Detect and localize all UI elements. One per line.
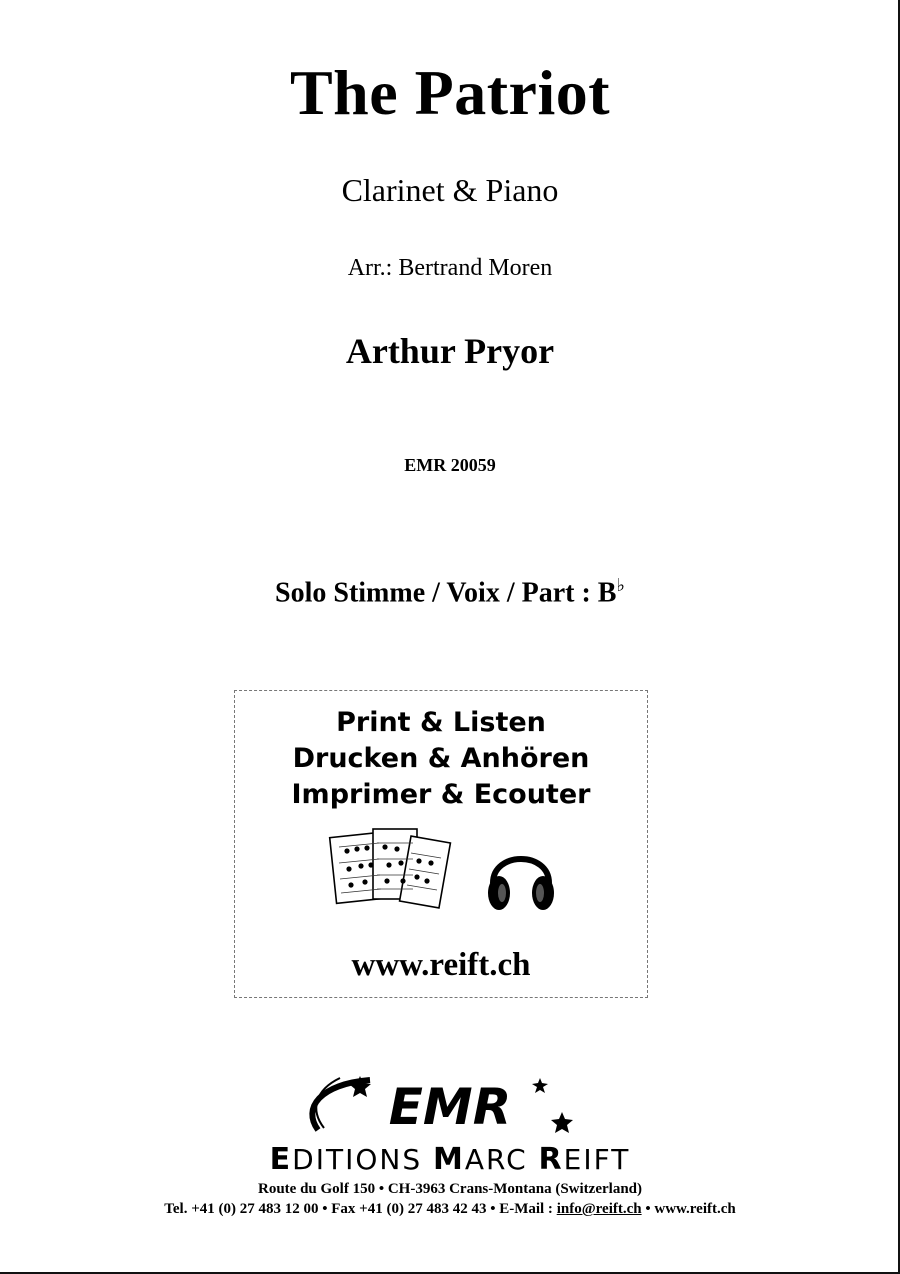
- instrumentation: Clarinet & Piano: [341, 172, 559, 208]
- arranger: Arr.: Bertrand Moren: [347, 255, 553, 281]
- publisher-name-marc: ARC: [464, 1143, 539, 1176]
- flat-symbol: ♭: [616, 575, 625, 595]
- promo-line-english: Print & Listen: [336, 707, 546, 738]
- emr-logo: [300, 1072, 600, 1136]
- publisher-name-editions: DITIONS: [292, 1143, 434, 1176]
- logo-text: EMR: [388, 1078, 512, 1136]
- email-link[interactable]: info@reift.ch: [556, 1201, 642, 1217]
- promo-line-german: Drucken & Anhören: [292, 743, 590, 774]
- promo-line-french: Imprimer & Ecouter: [291, 779, 591, 810]
- catalog-number: EMR 20059: [404, 455, 496, 475]
- headphones-icon: [485, 837, 557, 917]
- page-title: The Patriot: [289, 57, 611, 128]
- print-listen-box: [234, 690, 648, 998]
- publisher-name: [0, 1142, 900, 1177]
- publisher-contact: [0, 1201, 900, 1218]
- publisher-name-reift: EIFT: [563, 1143, 631, 1176]
- publisher-name-initial-r: R: [538, 1142, 564, 1177]
- contact-website: • www.reift.ch: [641, 1201, 736, 1217]
- promo-website[interactable]: www.reift.ch: [351, 947, 531, 983]
- contact-phone-fax: Tel. +41 (0) 27 483 12 00 • Fax +41 (0) 27 483 42 43 • E-Mail :: [164, 1201, 557, 1217]
- part-designation: [0, 575, 900, 609]
- publisher-name-initial-e: E: [269, 1142, 293, 1177]
- sheet-music-icon: [327, 825, 457, 917]
- publisher-address: Route du Golf 150 • CH-3963 Crans-Montana (Switzerland): [258, 1181, 642, 1197]
- part-text: Solo Stimme / Voix / Part : B: [275, 577, 617, 609]
- publisher-name-initial-m: M: [433, 1142, 465, 1177]
- composer: Arthur Pryor: [345, 331, 555, 371]
